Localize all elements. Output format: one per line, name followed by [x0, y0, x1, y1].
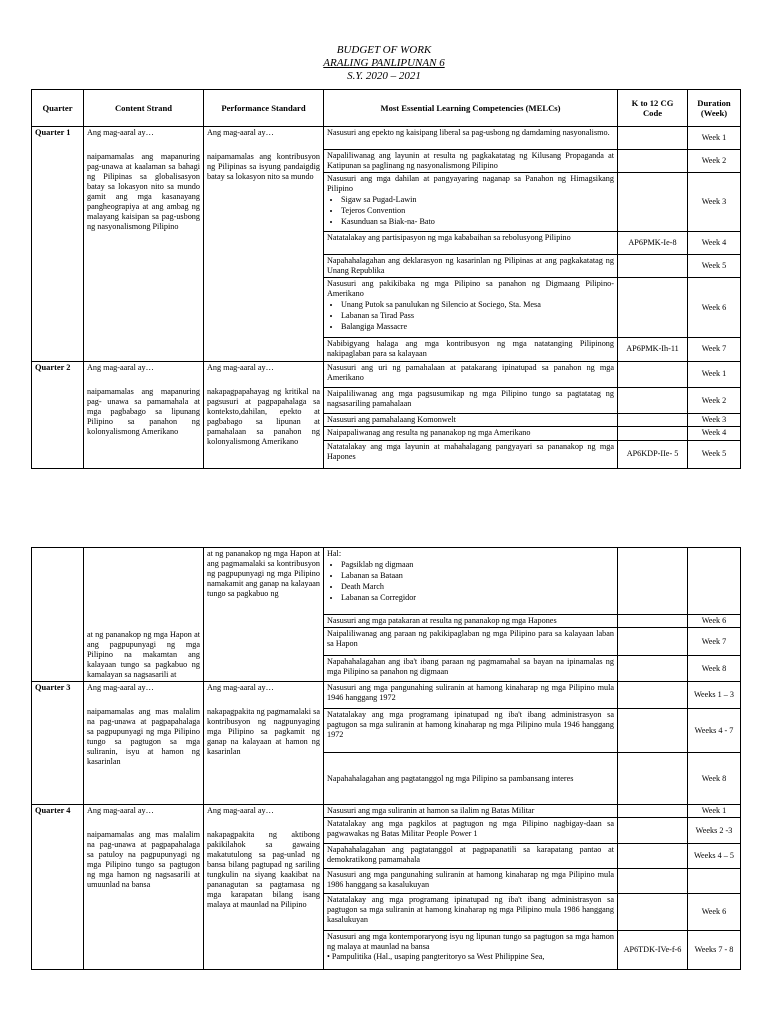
code-cell [618, 893, 688, 931]
content-strand-cell [84, 682, 204, 805]
quarter-label: Quarter 4 [32, 805, 84, 970]
bullet-item: • Pagsiklab ng digmaan [341, 560, 614, 570]
code-cell [618, 427, 688, 440]
melc-cell: Napaliliwanag ang layunin at resulta ng pagkakatatag ng Kilusang Propaganda at Katipunan sa paglinang ng nasyonalismong Pilipino [324, 149, 618, 172]
performance-standard-cell [204, 361, 324, 469]
melc-cell: Napahahalagahan ang pagtatanggol at pagpapanatili sa karapatang pantao at demokratikong pamamahala [324, 843, 618, 868]
melc-cell [324, 931, 618, 970]
melc-cell [324, 548, 618, 615]
performance-standard-text: naipamamalas ang kontribusyon ng Pilipinas sa isyung pandaigdig batay sa lokasyon nito sa mundo [207, 152, 320, 182]
duration-cell [688, 869, 741, 893]
melc-cell: Naipaliliwanag ang mga pagsusumikap ng mga Pilipino tungo sa pagtatatag ng nagsasariling pamahalaan [324, 387, 618, 413]
melc-text: Nasusuri ang mga kontemporaryong isyu ng lipunan tungo sa pagtugon sa mga hamon ng malaya at maunlad na bansa [327, 932, 614, 952]
code-cell [618, 278, 688, 338]
school-year: S.Y. 2020 – 2021 [347, 70, 421, 82]
code-cell: AP6KDP-IIe- 5 [618, 440, 688, 468]
melc-cell: Naipaliliwanag ang paraan ng pakikipaglaban ng mga Pilipino para sa kalayaan laban sa Hapon [324, 628, 618, 655]
duration-cell: Week 2 [688, 149, 741, 172]
duration-cell: Week 5 [688, 440, 741, 468]
melc-cell: Natatalakay ang mga layunin at mahahalagang pangyayari sa pananakop ng mga Hapones [324, 440, 618, 468]
duration-cell: Week 7 [688, 628, 741, 655]
duration-cell: Week 3 [688, 173, 741, 232]
quarter-cell-empty [32, 548, 84, 682]
melc-bullets [327, 560, 614, 603]
melc-cell: Nasusuri ang mga patakaran at resulta ng pananakop ng mga Hapones [324, 615, 618, 628]
melc-text: Nasusuri ang pakikibaka ng mga Pilipino sa panahon ng Digmaang Pilipino-Amerikano [327, 279, 614, 299]
bullet-item: • Labanan sa Tirad Pass [341, 311, 614, 321]
melc-cell: Nasusuri ang mga pangunahing suliranin at hamong kinaharap ng mga Pilipino mula 1946 hanggang 1972 [324, 682, 618, 708]
duration-cell: Week 3 [688, 414, 741, 427]
duration-cell: Week 1 [688, 361, 741, 387]
table-header-row [32, 90, 741, 127]
content-strand-text: naipamamalas ang mas malalim na pag-unawa at pagpapahalaga sa patuloy na pagpupunyagi ng mga Pilipino tungo sa pagtugon ng mga hamon ng nagsasarili at umuunlad na bansa [87, 830, 200, 890]
melc-text: Nasusuri ang mga dahilan at pangyayaring naganap sa Panahon ng Himagsikang Pilipino [327, 174, 614, 194]
table-row [32, 127, 741, 149]
bullet-item: • Death March [341, 582, 614, 592]
melc-cell: Natatalakay ang mga programang ipinatupad ng iba't ibang administrasyon sa pagtugon sa mga suliranin at hamong kinaharap ng mga Pilipino mula 1986 hanggang kasalukuyan [324, 893, 618, 931]
duration-cell: Weeks 7 - 8 [688, 931, 741, 970]
melc-text: Hal: [327, 549, 342, 558]
melc-cell: Nasusuri ang mga pangunahing suliranin at hamong kinaharap ng mga Pilipino mula 1986 hanggang sa kasalukuyan [324, 869, 618, 893]
code-cell [618, 361, 688, 387]
duration-cell: Weeks 2 -3 [688, 818, 741, 843]
learner-intro: Ang mag-aaral ay… [207, 362, 274, 372]
melc-cell: Natatalakay ang mga pagkilos at pagtugon ng mga Pilipino nagbigay-daan sa pagwawakas ng Batas Militar People Power 1 [324, 818, 618, 843]
code-cell [618, 869, 688, 893]
melc-cell: Natatalakay ang mga programang ipinatupad ng iba't ibang administrasyon sa pagtugon sa mga suliranin at hamong kinaharap ng mga Pilipino mula 1946 hanggang 1972 [324, 708, 618, 753]
bullet-item: • Pampulitika (Hal., usaping pangteritoryo sa West Philippine Sea, [327, 952, 545, 962]
performance-standard-text: at ng pananakop ng mga Hapon at ang pagmamalaki sa kontribusyon ng pagpupunyagi ng mga Pilipino namakamit ang ganap na kalayaan tungo sa pagkabuo ng [207, 549, 320, 598]
code-cell [618, 615, 688, 628]
code-cell [618, 149, 688, 172]
learner-intro: Ang mag-aaral ay… [87, 362, 154, 372]
performance-standard-text: nakapagpapahayag ng kritikal na pagsusuri at pagpapahalaga sa konteksto,dahilan, epekto at pagbabago sa lipunan at pamahalaan sa panahon ng kolonyalismong Amerikano [207, 386, 320, 446]
melc-cell: Nasusuri ang epekto ng kaisipang liberal sa pag-usbong ng damdaming nasyonalismo. [324, 127, 618, 149]
content-strand-text: naipamamalas ang mapanuring pag-unawa at kaalaman sa bahagi ng Pilipinas sa globalisasyon batay sa lokasyon nito sa mundo gamit ang mga kasanayang pangheograpiya at ang ambag ng malayang kaisipan sa pag-usbong ng nasyonalismong Pilipino [87, 152, 200, 232]
melc-cell: Nasusuri ang pamahalaang Komonwelt [324, 414, 618, 427]
melc-cell [324, 278, 618, 338]
content-strand-text: at ng pananakop ng mga Hapon at ang pagpupunyagi ng mga Pilipino na makamtan ang kalayaan tungo sa pagkabuo ng kamalayan sa nagsasarili at [87, 630, 200, 680]
duration-cell: Week 4 [688, 231, 741, 254]
melc-bullets [327, 195, 614, 227]
performance-standard-text: nakapagpakita ng aktibong pakikilahok sa gawaing makatutulong sa pag-unlad ng bansa bilang pagtupad ng sariling tungkulin na siyang kaakibat na pananagutan sa pagtamasa ng mga karapatan bilang isang malaya at maunlad na Pilipino [207, 830, 320, 910]
duration-cell: Weeks 1 – 3 [688, 682, 741, 708]
melc-cell: Napahahalagahan ang pagtatanggol ng mga Pilipino sa pambansang interes [324, 753, 618, 805]
duration-cell: Week 5 [688, 255, 741, 278]
melc-cell: Naipapaliwanag ang resulta ng pananakop ng mga Amerikano [324, 427, 618, 440]
code-cell [618, 127, 688, 149]
code-cell [618, 843, 688, 868]
performance-standard-cell [204, 805, 324, 970]
learner-intro: Ang mag-aaral ay… [87, 128, 154, 138]
duration-cell: Week 2 [688, 387, 741, 413]
subject-title: ARALING PANLIPUNAN 6 [323, 57, 445, 69]
content-strand-cell [84, 361, 204, 469]
budget-table-page-2 [31, 547, 741, 970]
duration-cell: Week 1 [688, 127, 741, 149]
content-strand-cell [84, 548, 204, 682]
content-strand-cell [84, 805, 204, 970]
duration-cell: Week 8 [688, 753, 741, 805]
code-cell [618, 628, 688, 655]
table-row [32, 682, 741, 708]
col-header-melcs: Most Essential Learning Competencies (MELCs) [324, 90, 618, 127]
code-cell [618, 805, 688, 818]
duration-cell: Week 6 [688, 893, 741, 931]
duration-cell: Weeks 4 - 7 [688, 708, 741, 753]
col-header-content: Content Strand [84, 90, 204, 127]
duration-cell [688, 548, 741, 615]
bullet-item: • Kasunduan sa Biak-na- Bato [341, 217, 614, 227]
bullet-item: • Balangiga Massacre [341, 322, 614, 332]
code-cell [618, 753, 688, 805]
col-header-code: K to 12 CG Code [618, 90, 688, 127]
learner-intro: Ang mag-aaral ay… [207, 128, 274, 138]
learner-intro: Ang mag-aaral ay… [207, 683, 274, 693]
content-strand-text: naipamamalas ang mapanuring pag- unawa sa pamamahala at mga pagbabago sa lipunang Pilipino sa panahon ng kolonyalismong Amerikano [87, 386, 200, 436]
melc-cell [324, 173, 618, 232]
melc-cell: Nasusuri ang mga suliranin at hamon sa ilalim ng Batas Militar [324, 805, 618, 818]
code-cell [618, 414, 688, 427]
performance-standard-cell [204, 682, 324, 805]
melc-bullets [327, 300, 614, 332]
bullet-text: Pampulitika (Hal., usaping pangteritoryo sa West Philippine Sea, [331, 952, 545, 962]
document-title: BUDGET OF WORK [336, 44, 432, 56]
duration-cell: Week 6 [688, 615, 741, 628]
code-cell [618, 682, 688, 708]
performance-standard-cell [204, 548, 324, 682]
learner-intro: Ang mag-aaral ay… [87, 683, 154, 693]
duration-cell: Week 8 [688, 655, 741, 681]
duration-cell: Weeks 4 – 5 [688, 843, 741, 868]
code-cell: AP6PMK-Ih-11 [618, 338, 688, 361]
duration-cell: Week 7 [688, 338, 741, 361]
quarter-label: Quarter 2 [32, 361, 84, 469]
bullet-item: • Sigaw sa Pugad-Lawin [341, 195, 614, 205]
quarter-label: Quarter 3 [32, 682, 84, 805]
code-cell [618, 173, 688, 232]
code-cell [618, 387, 688, 413]
learner-intro: Ang mag-aaral ay… [87, 806, 154, 816]
bullet-item: • Tejeros Convention [341, 206, 614, 216]
code-cell: AP6TDK-IVe-f-6 [618, 931, 688, 970]
performance-standard-cell [204, 127, 324, 361]
code-cell [618, 655, 688, 681]
code-cell [618, 255, 688, 278]
duration-cell: Week 6 [688, 278, 741, 338]
col-header-duration: Duration (Week) [688, 90, 741, 127]
bullet-item: • Labanan sa Corregidor [341, 593, 614, 603]
melc-cell: Natatalakay ang partisipasyon ng mga kababaihan sa rebolusyong Pilipino [324, 231, 618, 254]
performance-standard-text: nakapagpakita ng pagmamalaki sa kontribusyon ng nagpunyaging mga Pilipino sa pagkamit ng ganap na kalayaan at hamon ng kasarinlan [207, 707, 320, 757]
learner-intro: Ang mag-aaral ay… [207, 806, 274, 816]
duration-cell: Week 1 [688, 805, 741, 818]
col-header-performance: Performance Standard [204, 90, 324, 127]
bullet-item: • Labanan sa Bataan [341, 571, 614, 581]
code-cell: AP6PMK-Ie-8 [618, 231, 688, 254]
bullet-item: • Unang Putok sa panulukan ng Silencio at Sociego, Sta. Mesa [341, 300, 614, 310]
melc-cell: Nasusuri ang uri ng pamahalaan at patakarang ipinatupad sa panahon ng mga Amerikano [324, 361, 618, 387]
content-strand-text: naipamamalas ang mas malalim na pag-unawa at pagpapahalaga sa pagpupunyagi ng mga Pilipino tungo sa pagtugon sa mga suliranin, isyu at hamon ng kasarinlan [87, 707, 200, 767]
table-row [32, 361, 741, 387]
table-row [32, 548, 741, 615]
code-cell [618, 818, 688, 843]
melc-cell: Napahahalagahan ang iba't ibang paraan ng pagmamahal sa bayan na ipinamalas ng mga Pilipino sa panahon ng digmaan [324, 655, 618, 681]
code-cell [618, 708, 688, 753]
quarter-label: Quarter 1 [32, 127, 84, 361]
budget-table-page-1 [31, 89, 741, 469]
col-header-quarter: Quarter [32, 90, 84, 127]
melc-cell: Nabibigyang halaga ang mga kontribusyon ng mga natatanging Pilipinong nakipaglaban para sa kalayaan [324, 338, 618, 361]
duration-cell: Week 4 [688, 427, 741, 440]
code-cell [618, 548, 688, 615]
content-strand-cell [84, 127, 204, 361]
table-row [32, 805, 741, 818]
melc-cell: Napahahalagahan ang deklarasyon ng kasarinlan ng Pilipinas at ang pagkakatatag ng Unang Republika [324, 255, 618, 278]
